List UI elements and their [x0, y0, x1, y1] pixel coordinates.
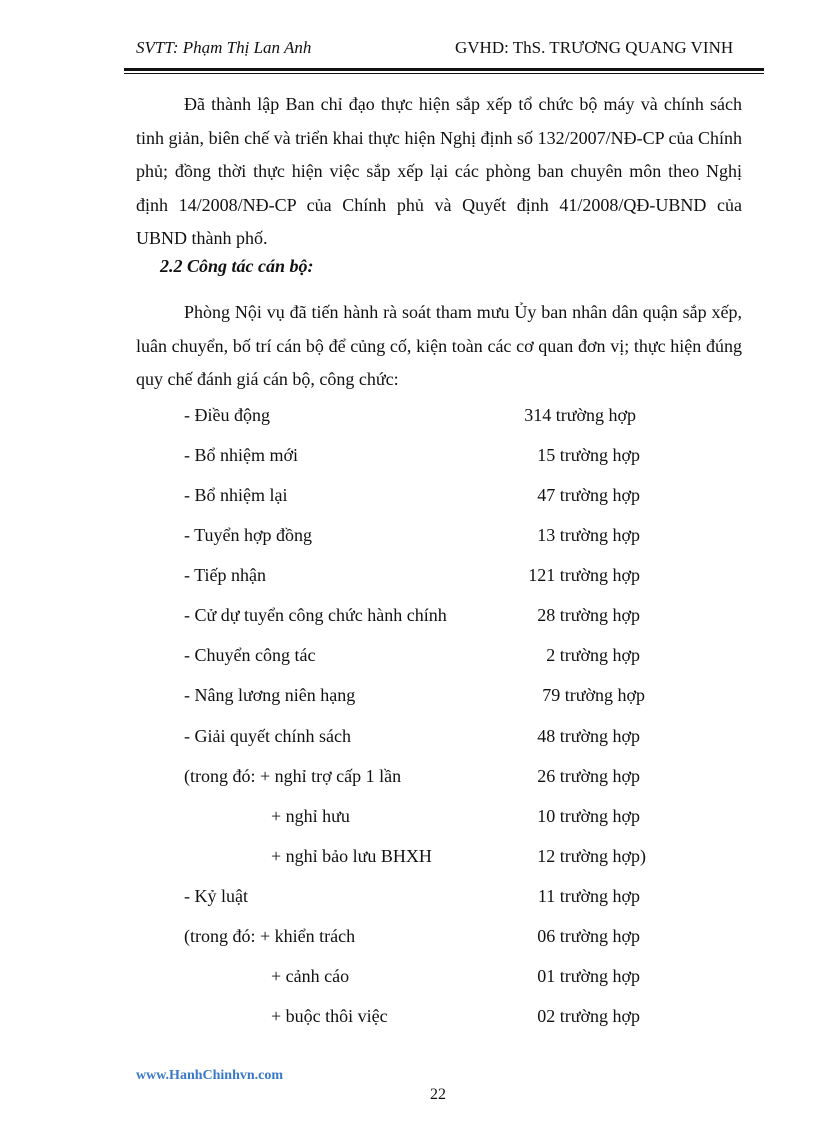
stat-value: 28 trường hợp — [537, 605, 640, 625]
stat-value: 314 trường hợp — [524, 405, 636, 425]
stat-label: + cảnh cáo — [271, 966, 350, 986]
stat-value: 06 trường hợp — [537, 926, 640, 946]
header-left: SVTT: Phạm Thị Lan Anh — [136, 38, 312, 57]
stat-value: 01 trường hợp — [537, 966, 640, 986]
stat-row — [0, 645, 816, 675]
stat-value: 02 trường hợp — [537, 1006, 640, 1026]
paragraph-1: Đã thành lập Ban chỉ đạo thực hiện sắp xếp tổ chức bộ máy và chính sách tinh giản, biên chế và triển khai thực hiện Nghị định số 132/2007/NĐ-CP của Chính phủ; đồng thời thực hiện việc sắp xếp lại các phòng ban chuyên môn theo Nghị định 14/2008/NĐ-CP của Chính phủ và Quyết định 41/2008/QĐ-UBND của UBND thành phố. — [136, 94, 742, 248]
stat-value: 47 trường hợp — [537, 485, 640, 505]
stat-label: - Bổ nhiệm lại — [184, 485, 288, 505]
stat-label: - Bổ nhiệm mới — [184, 445, 299, 465]
stat-row — [0, 886, 816, 916]
stat-label: - Nâng lương niên hạng — [184, 685, 356, 705]
stat-value: 11 trường hợp — [537, 886, 640, 906]
stat-value: 121 trường hợp — [528, 565, 640, 585]
stat-row — [0, 605, 816, 635]
stat-row — [0, 1006, 816, 1036]
header-right: GVHD: ThS. TRƯƠNG QUANG VINH — [455, 38, 734, 57]
stat-row — [0, 405, 816, 435]
stat-row — [0, 926, 816, 956]
stat-row — [0, 565, 816, 595]
header-rule-thick — [124, 68, 764, 71]
stat-label: - Tuyển hợp đồng — [184, 525, 313, 545]
stat-row — [0, 685, 816, 715]
stat-label: - Chuyển công tác — [184, 645, 316, 665]
stat-label: (trong đó: + khiển trách — [184, 926, 356, 946]
stat-label: - Điều động — [184, 405, 270, 425]
stat-row — [0, 806, 816, 836]
stat-row — [0, 445, 816, 475]
stat-row — [0, 966, 816, 996]
stat-value: 10 trường hợp — [537, 806, 640, 826]
section-heading: 2.2 Công tác cán bộ: — [160, 256, 314, 276]
footer-website-link[interactable]: www.HanhChinhvn.com — [136, 1068, 284, 1083]
stat-label: - Tiếp nhận — [184, 565, 267, 585]
stat-label: + buộc thôi việc — [271, 1006, 388, 1026]
stat-row — [0, 846, 816, 876]
stat-value: 79 trường hợp — [542, 685, 645, 705]
stat-value: 26 trường hợp — [537, 766, 640, 786]
stat-label: + nghỉ hưu — [271, 806, 350, 826]
stat-label: - Kỷ luật — [184, 886, 248, 906]
stat-label: (trong đó: + nghỉ trợ cấp 1 lần — [184, 766, 402, 786]
stat-value: 2 trường hợp — [546, 645, 640, 665]
stat-label: - Cử dự tuyển công chức hành chính — [184, 605, 447, 625]
stat-label: - Giải quyết chính sách — [184, 726, 351, 746]
stat-value: 13 trường hợp — [537, 525, 640, 545]
stat-row — [0, 766, 816, 796]
stat-row — [0, 525, 816, 555]
paragraph-2: Phòng Nội vụ đã tiến hành rà soát tham mưu Ủy ban nhân dân quận sắp xếp, luân chuyển, bố trí cán bộ để củng cố, kiện toàn các cơ quan đơn vị; thực hiện đúng quy chế đánh giá cán bộ, công chức: — [136, 302, 742, 389]
page-number: 22 — [430, 1086, 446, 1103]
stat-value: 48 trường hợp — [537, 726, 640, 746]
stat-row — [0, 726, 816, 756]
stat-label: + nghỉ bảo lưu BHXH — [271, 846, 432, 866]
stat-value: 12 trường hợp) — [537, 846, 646, 866]
header-rule-thin — [124, 73, 764, 74]
stat-row — [0, 485, 816, 515]
stat-value: 15 trường hợp — [537, 445, 640, 465]
